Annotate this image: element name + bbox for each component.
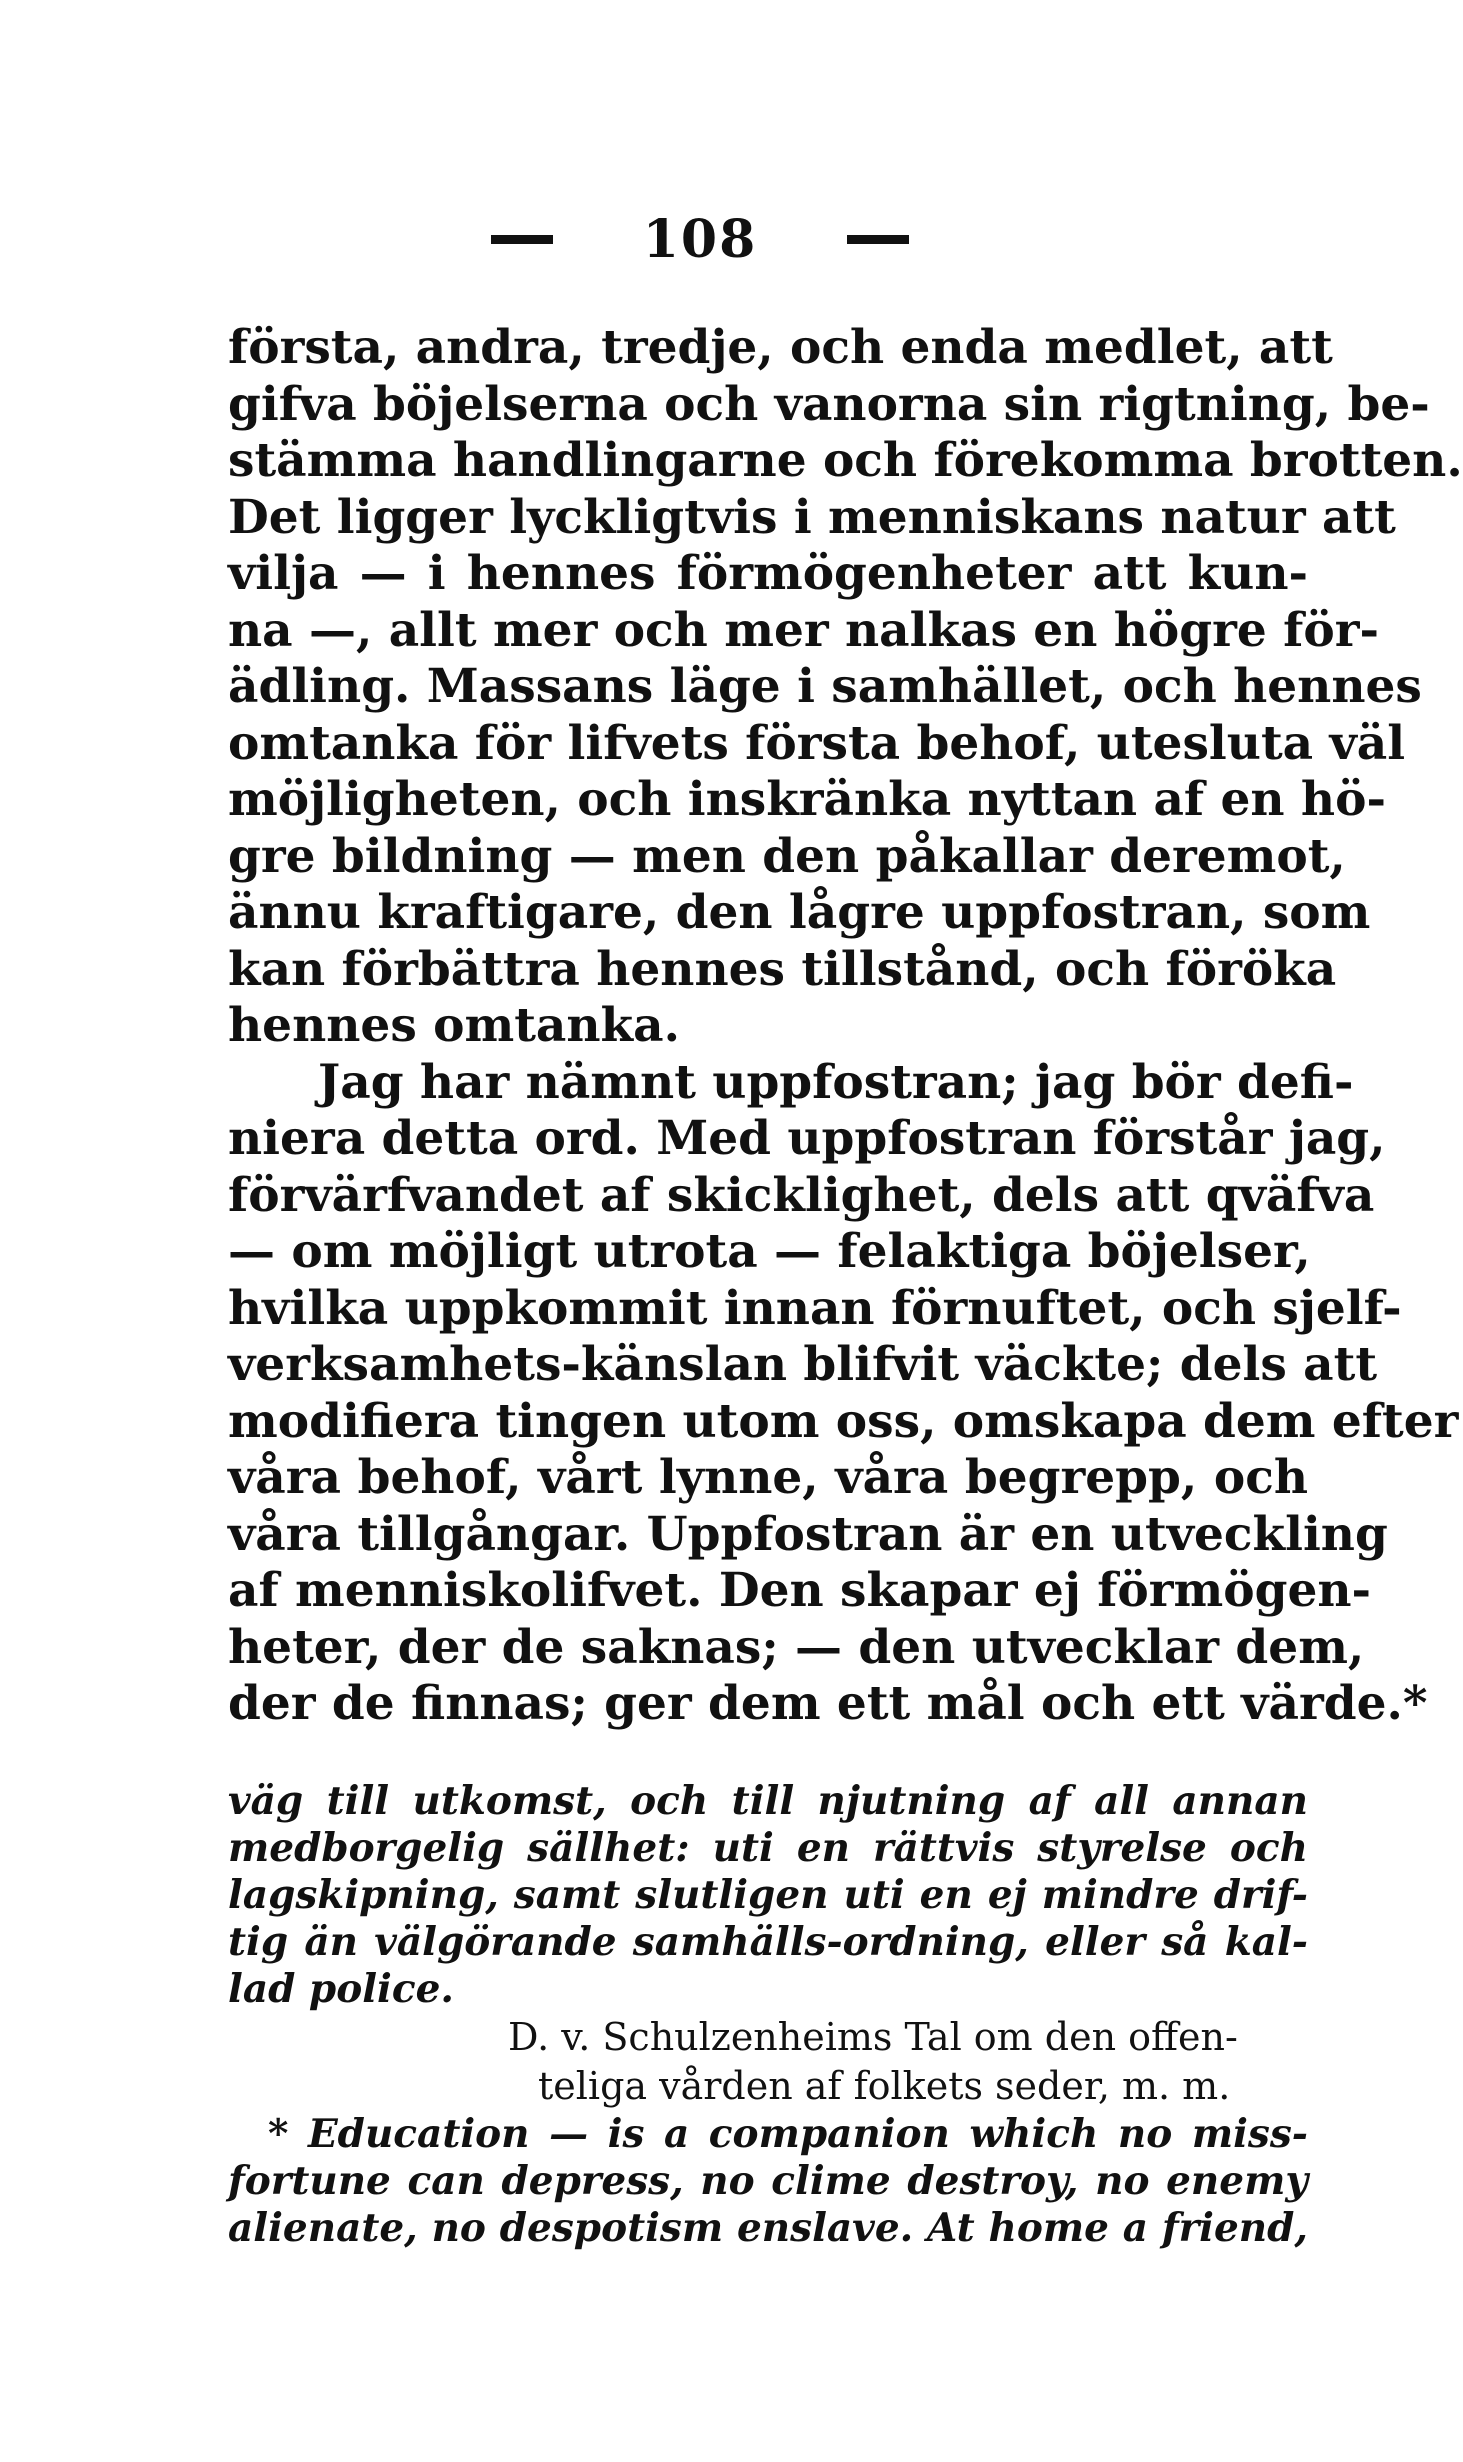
footnote-line: * Education — is a companion which no miss- — [268, 2111, 1308, 2157]
text-line: gre bildning — men den påkallar deremot, — [228, 828, 1346, 884]
text-line: stämma handlingarne och förekomma brotten. — [228, 433, 1463, 488]
footnote-line: väg till utkomst, och till njutning af all annan — [228, 1778, 1308, 1824]
main-text — [228, 320, 1463, 1733]
footnote-line: lad police. — [228, 1966, 454, 2012]
text-line: våra tillgångar. Uppfostran är en utveckling — [228, 1506, 1388, 1562]
text-line: af menniskolifvet. Den skapar ej förmögen- — [228, 1563, 1372, 1618]
text-line: Jag har nämnt uppfostran; jag bör defi- — [318, 1054, 1354, 1110]
footnote-line: medborgelig sällhet: uti en rättvis styrelse och — [228, 1825, 1308, 1871]
text-line: vilja — i hennes förmögenheter att kun- — [228, 546, 1308, 601]
text-line: niera detta ord. Med uppfostran förstår jag, — [228, 1111, 1386, 1166]
header-dash-left — [491, 235, 553, 244]
footnote-attribution: teliga vården af folkets seder, m. m. — [538, 2064, 1231, 2108]
text-line: na —, allt mer och mer nalkas en högre för- — [228, 602, 1379, 658]
text-line: våra behof, vårt lynne, våra begrepp, och — [228, 1450, 1308, 1505]
text-line: förvärfvandet af skicklighet, dels att qväfva — [228, 1167, 1375, 1223]
page-number: 108 — [642, 209, 758, 270]
text-line: möjligheten, och inskränka nyttan af en hö- — [228, 772, 1386, 827]
page-header — [0, 205, 1400, 270]
footnote-line: lagskipning, samt slutligen uti en ej mindre drif- — [228, 1872, 1308, 1918]
text-line: ännu kraftigare, den lågre uppfostran, som — [228, 885, 1371, 940]
text-line: första, andra, tredje, och enda medlet, att — [228, 320, 1333, 375]
text-line: — om möjligt utrota — felaktiga böjelser, — [228, 1224, 1311, 1279]
text-line: gifva böjelserna och vanorna sin rigtning, be- — [228, 376, 1430, 432]
text-line: ädling. Massans läge i samhället, och hennes — [228, 659, 1422, 714]
footnote-line: tig än välgörande samhälls-ordning, eller så kal- — [228, 1919, 1308, 1965]
footnote-attribution: D. v. Schulzenheims Tal om den offen- — [508, 2015, 1238, 2059]
text-line: modifiera tingen utom oss, omskapa dem efter — [228, 1393, 1459, 1449]
text-line: omtanka för lifvets första behof, utesluta väl — [228, 715, 1406, 771]
text-line: Det ligger lyckligtvis i menniskans natur att — [228, 489, 1396, 545]
text-line: kan förbättra hennes tillstånd, och föröka — [228, 941, 1337, 997]
text-line: hvilka uppkommit innan förnuftet, och sjelf- — [228, 1280, 1402, 1336]
text-line: der de finnas; ger dem ett mål och ett värde.* — [228, 1676, 1428, 1731]
text-line: heter, der de saknas; — den utvecklar dem, — [228, 1619, 1365, 1675]
header-dash-right — [847, 235, 909, 244]
footnotes — [228, 1778, 1308, 2252]
footnote-line: fortune can depress, no clime destroy, no enemy — [228, 2158, 1308, 2204]
text-line: verksamhets-känslan blifvit väckte; dels att — [228, 1337, 1378, 1392]
footnote-line: alienate, no despotism enslave. At home a friend, — [228, 2205, 1308, 2251]
text-line: hennes omtanka. — [228, 998, 680, 1053]
